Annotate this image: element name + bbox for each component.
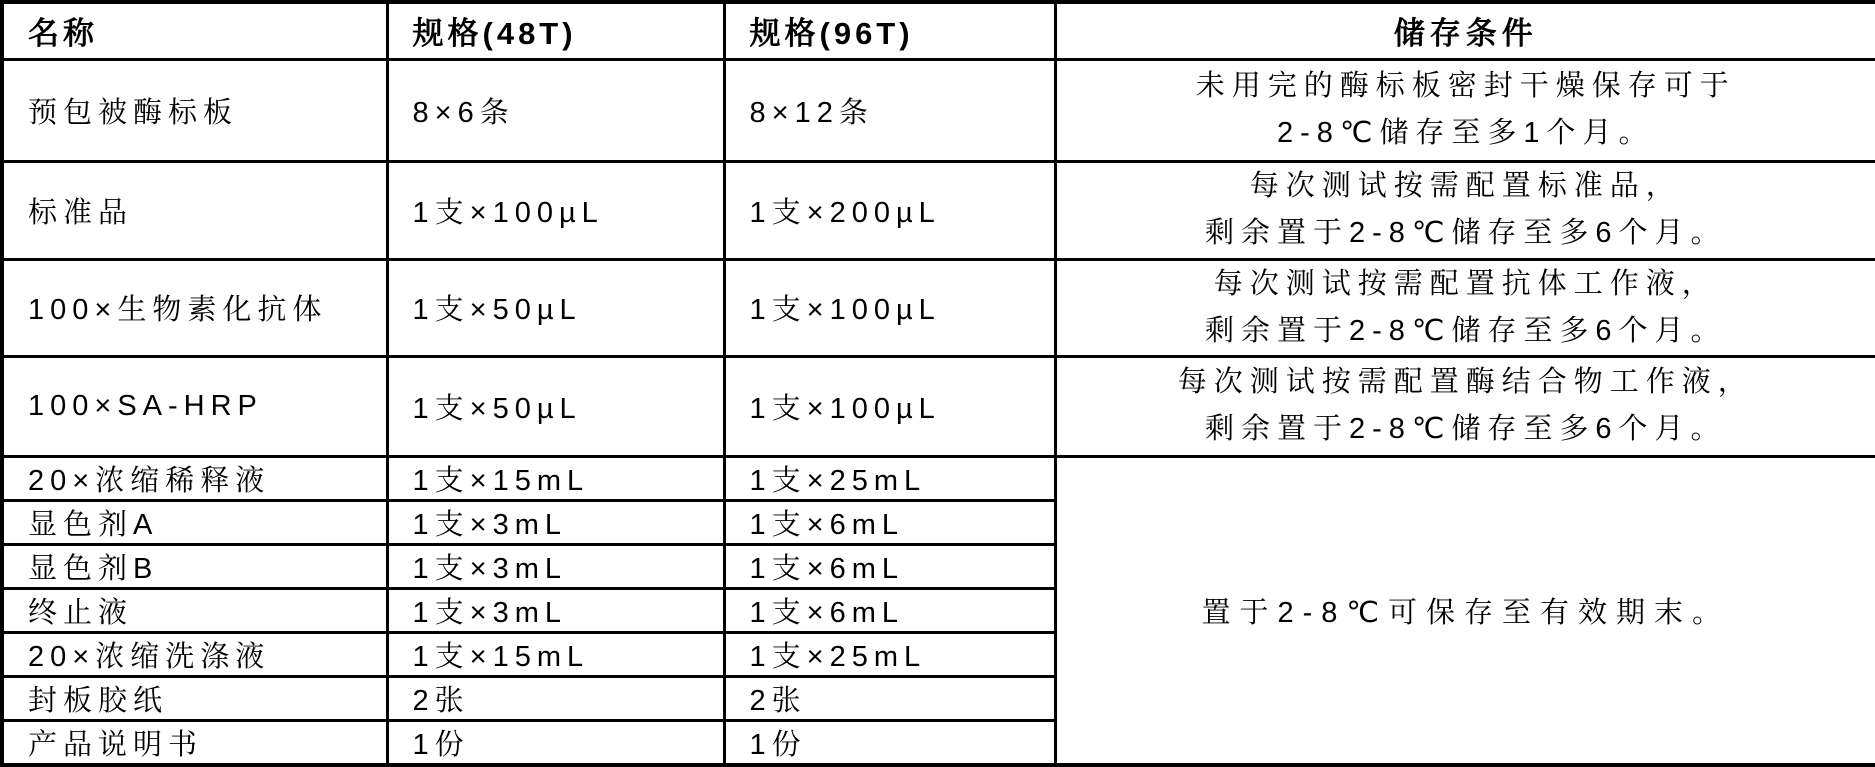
cell-spec-48t: 1支×50µL: [387, 356, 724, 456]
table-header-row: [2, 2, 1875, 59]
table-row: [2, 259, 1875, 356]
table-row: [2, 356, 1875, 456]
storage-text-line: 剩余置于2-8℃储存至多6个月。: [1057, 210, 1875, 257]
cell-spec-48t: 1支×100µL: [387, 161, 724, 259]
cell-component-name: 标准品: [2, 161, 387, 259]
cell-storage-condition-merged: 置于2-8℃可保存至有效期末。: [1055, 456, 1875, 765]
cell-component-name: 显色剂A: [2, 500, 387, 544]
cell-storage-condition: [1055, 356, 1875, 456]
storage-text-line: 每次测试按需配置标准品，: [1057, 163, 1875, 210]
storage-text-line: 剩余置于2-8℃储存至多6个月。: [1057, 308, 1875, 355]
table-row: [2, 59, 1875, 161]
cell-spec-96t: 1支×100µL: [724, 356, 1055, 456]
cell-spec-48t: 2张: [387, 676, 724, 720]
cell-component-name: 产品说明书: [2, 720, 387, 765]
cell-storage-condition: [1055, 259, 1875, 356]
cell-spec-48t: 1支×15mL: [387, 456, 724, 500]
storage-text-line: 剩余置于2-8℃储存至多6个月。: [1057, 406, 1875, 453]
table-row: [2, 456, 1875, 500]
cell-spec-48t: 1支×3mL: [387, 588, 724, 632]
table-row: [2, 161, 1875, 259]
cell-spec-48t: 8×6条: [387, 59, 724, 161]
cell-spec-96t: 1支×6mL: [724, 544, 1055, 588]
cell-spec-96t: 1支×25mL: [724, 632, 1055, 676]
header-storage-conditions: 储存条件: [1055, 2, 1875, 59]
cell-spec-96t: 2张: [724, 676, 1055, 720]
cell-storage-condition: [1055, 59, 1875, 161]
cell-spec-48t: 1支×3mL: [387, 500, 724, 544]
cell-component-name: 100×SA-HRP: [2, 356, 387, 456]
storage-text-line: 未用完的酶标板密封干燥保存可于: [1057, 63, 1875, 110]
cell-spec-96t: 1份: [724, 720, 1055, 765]
cell-component-name: 终止液: [2, 588, 387, 632]
header-name: 名称: [2, 2, 387, 59]
cell-spec-96t: 1支×100µL: [724, 259, 1055, 356]
cell-component-name: 显色剂B: [2, 544, 387, 588]
cell-spec-96t: 1支×200µL: [724, 161, 1055, 259]
storage-text-line: 每次测试按需配置酶结合物工作液，: [1057, 359, 1875, 406]
cell-component-name: 封板胶纸: [2, 676, 387, 720]
cell-component-name: 预包被酶标板: [2, 59, 387, 161]
cell-spec-48t: 1支×50µL: [387, 259, 724, 356]
storage-text-line: 2-8℃储存至多1个月。: [1057, 110, 1875, 157]
cell-spec-96t: 1支×6mL: [724, 500, 1055, 544]
cell-component-name: 20×浓缩稀释液: [2, 456, 387, 500]
cell-spec-48t: 1支×3mL: [387, 544, 724, 588]
header-spec-96t: 规格(96T): [724, 2, 1055, 59]
cell-spec-48t: 1支×15mL: [387, 632, 724, 676]
cell-spec-96t: 1支×25mL: [724, 456, 1055, 500]
cell-component-name: 20×浓缩洗涤液: [2, 632, 387, 676]
cell-storage-condition: [1055, 161, 1875, 259]
cell-spec-48t: 1份: [387, 720, 724, 765]
header-spec-48t: 规格(48T): [387, 2, 724, 59]
cell-spec-96t: 8×12条: [724, 59, 1055, 161]
cell-spec-96t: 1支×6mL: [724, 588, 1055, 632]
storage-text-line: 每次测试按需配置抗体工作液，: [1057, 261, 1875, 308]
cell-component-name: 100×生物素化抗体: [2, 259, 387, 356]
